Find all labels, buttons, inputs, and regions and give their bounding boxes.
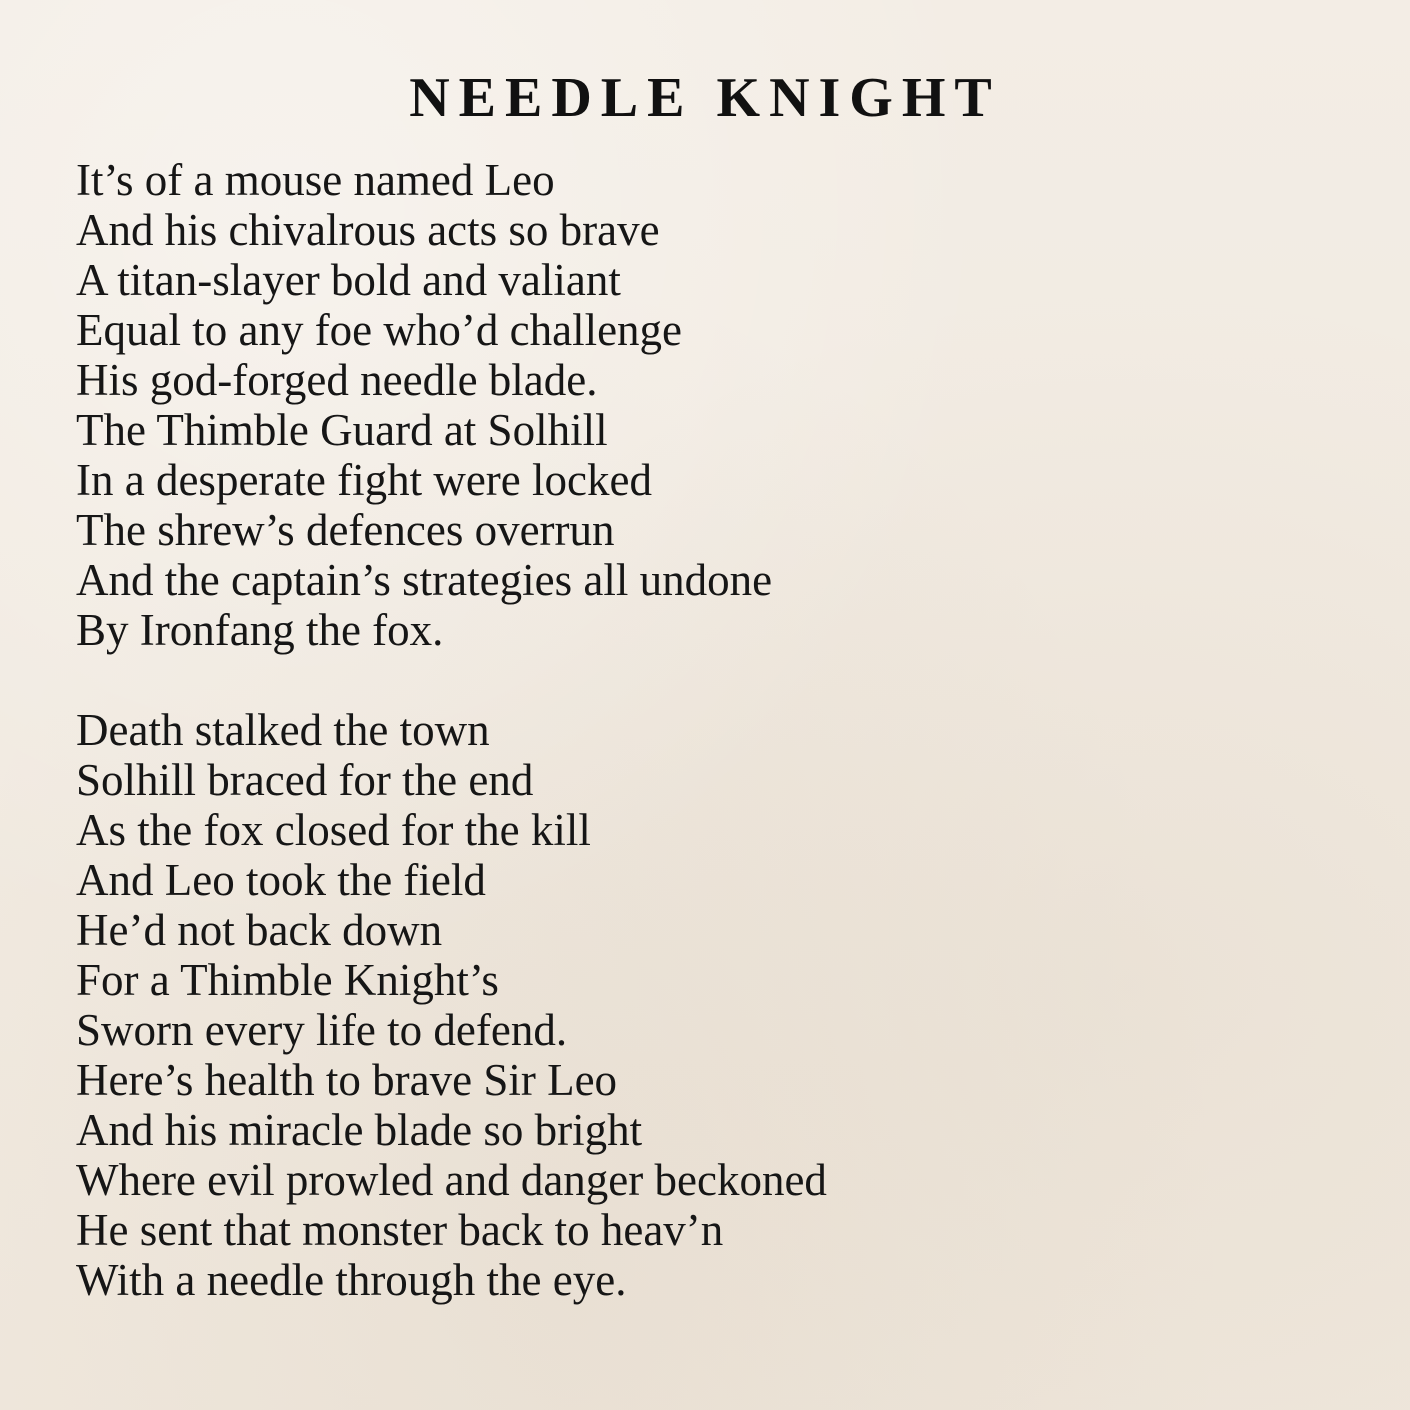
poem-line: By Ironfang the fox. xyxy=(76,605,444,655)
poem-line: The shrew’s defences overrun xyxy=(76,505,615,555)
poem-line: It’s of a mouse named Leo xyxy=(76,155,555,205)
poem-line: Solhill braced for the end xyxy=(76,755,534,805)
poem-line: His god-forged needle blade. xyxy=(76,355,598,405)
poem-line: As the fox closed for the kill xyxy=(76,805,591,855)
poem-line: And his miracle blade so bright xyxy=(76,1105,643,1155)
poem-line: Here’s health to brave Sir Leo xyxy=(76,1055,618,1105)
poem-line: And Leo took the field xyxy=(76,855,486,905)
poem-title: NEEDLE KNIGHT xyxy=(409,67,1001,129)
poem-line: He sent that monster back to heav’n xyxy=(76,1205,724,1255)
poem-line: Death stalked the town xyxy=(76,705,490,755)
poem-line: A titan-slayer bold and valiant xyxy=(76,255,621,305)
poem-line: Where evil prowled and danger beckoned xyxy=(76,1155,827,1205)
stanza-1 xyxy=(76,155,1356,655)
poem-line: Equal to any foe who’d challenge xyxy=(76,305,683,355)
poem-line: With a needle through the eye. xyxy=(76,1255,627,1305)
poem-line: Sworn every life to defend. xyxy=(76,1005,568,1055)
poem-line: He’d not back down xyxy=(76,905,443,955)
poem-line: The Thimble Guard at Solhill xyxy=(76,405,608,455)
poem-line: In a desperate fight were locked xyxy=(76,455,652,505)
poem-body xyxy=(76,155,1356,1305)
poem-line: For a Thimble Knight’s xyxy=(76,955,499,1005)
stanza-2 xyxy=(76,705,1356,1305)
poem-line: And the captain’s strategies all undone xyxy=(76,555,773,605)
poem-line: And his chivalrous acts so brave xyxy=(76,205,660,255)
